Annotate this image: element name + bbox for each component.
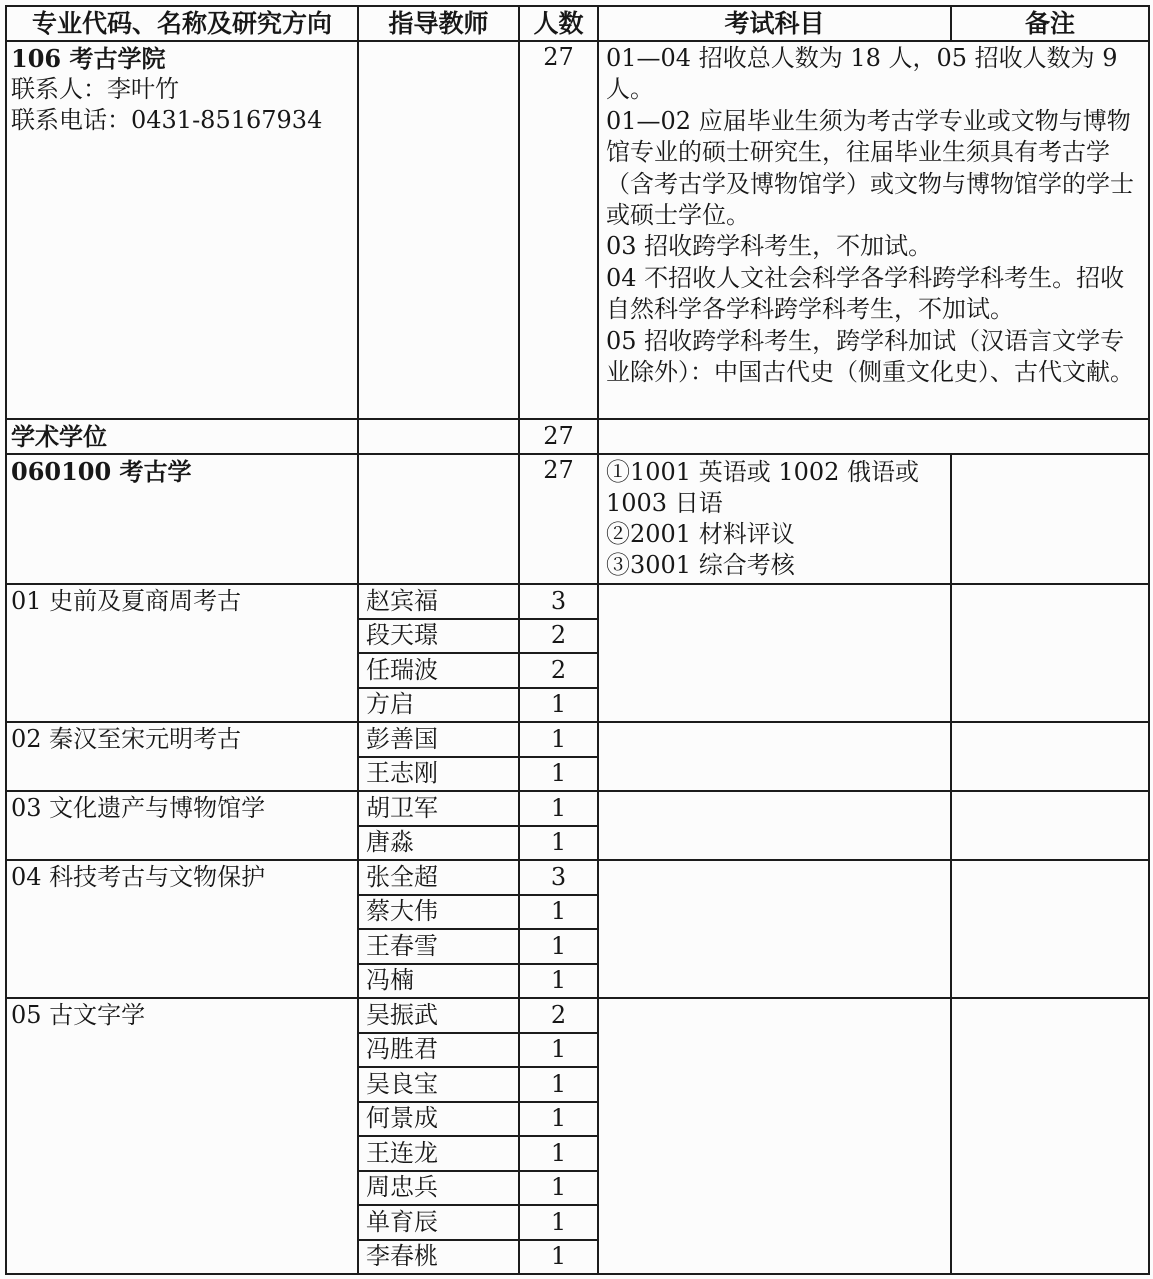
table-header-row <box>6 6 1149 41</box>
advisor-name: 赵宾福 <box>358 584 519 619</box>
advisor-count: 1 <box>519 1171 598 1206</box>
advisor-count: 1 <box>519 1205 598 1240</box>
degree-type-row <box>6 419 1149 454</box>
advisor-name: 冯楠 <box>358 964 519 999</box>
major-remark-cell-empty <box>951 454 1149 584</box>
advisor-name: 彭善国 <box>358 722 519 757</box>
major-advisor-cell-empty <box>358 454 519 584</box>
column-header-count: 人数 <box>519 6 598 41</box>
direction-02-name: 02 秦汉至宋元明考古 <box>6 722 358 791</box>
advisor-name: 王连龙 <box>358 1136 519 1171</box>
direction-03-remark-cell-empty <box>951 791 1149 860</box>
note-paragraph: 01—04 招收总人数为 18 人，05 招收人数为 9 人。 <box>606 44 1118 104</box>
advisor-row <box>6 860 1149 895</box>
advisor-name: 王志刚 <box>358 757 519 792</box>
direction-05-name: 05 古文字学 <box>6 998 358 1274</box>
major-row <box>6 454 1149 584</box>
advisor-count: 1 <box>519 1240 598 1275</box>
direction-02-remark-cell-empty <box>951 722 1149 791</box>
advisor-row <box>6 722 1149 757</box>
column-header-advisor: 指导教师 <box>358 6 519 41</box>
direction-02-exam-cell-empty <box>598 722 951 791</box>
major-exam-subjects-cell <box>598 454 951 584</box>
direction-03-exam-cell-empty <box>598 791 951 860</box>
column-header-program: 专业代码、名称及研究方向 <box>6 6 358 41</box>
column-header-remarks: 备注 <box>951 6 1149 41</box>
advisor-row <box>6 998 1149 1033</box>
advisor-row <box>6 791 1149 826</box>
advisor-name: 胡卫军 <box>358 791 519 826</box>
advisor-count: 1 <box>519 1136 598 1171</box>
advisor-count: 1 <box>519 1033 598 1068</box>
direction-04-exam-cell-empty <box>598 860 951 998</box>
note-paragraph: 03 招收跨学科考生，不加试。 <box>606 232 933 261</box>
advisor-name: 方启 <box>358 688 519 723</box>
advisor-count: 1 <box>519 895 598 930</box>
direction-04-remark-cell-empty <box>951 860 1149 998</box>
advisor-count: 1 <box>519 964 598 999</box>
advisor-count: 1 <box>519 688 598 723</box>
direction-05-exam-cell-empty <box>598 998 951 1274</box>
direction-04-name: 04 科技考古与文物保护 <box>6 860 358 998</box>
advisor-name: 周忠兵 <box>358 1171 519 1206</box>
advisor-row <box>6 584 1149 619</box>
advisor-name: 张全超 <box>358 860 519 895</box>
advisor-count: 1 <box>519 722 598 757</box>
advisor-count: 3 <box>519 860 598 895</box>
advisor-name: 冯胜君 <box>358 1033 519 1068</box>
college-notes-cell <box>598 41 1149 419</box>
major-code-name: 060100 考古学 <box>6 454 358 584</box>
college-count: 27 <box>519 41 598 419</box>
column-header-exam-subjects: 考试科目 <box>598 6 951 41</box>
exam-subject: ①1001 英语或 1002 俄语或 1003 日语 <box>606 458 920 517</box>
advisor-count: 2 <box>519 619 598 654</box>
exam-subject: ②2001 材料评议 <box>606 520 795 548</box>
college-code-name: 106 考古学院 <box>11 44 166 73</box>
advisor-count: 1 <box>519 757 598 792</box>
direction-05-remark-cell-empty <box>951 998 1149 1274</box>
note-paragraph: 05 招收跨学科考生，跨学科加试（汉语言文学专业除外）：中国古代史（侧重文化史）、古代文献。 <box>606 326 1134 387</box>
note-paragraph: 01—02 应届毕业生须为考古学专业或文物与博物馆专业的硕士研究生，往届毕业生须具有考古学（含考古学及博物馆学）或文物与博物馆学的学士或硕士学位。 <box>606 106 1134 230</box>
admissions-table <box>5 5 1150 1275</box>
degree-exam-remark-cell-empty <box>598 419 1149 454</box>
college-row <box>6 41 1149 419</box>
direction-01-exam-cell-empty <box>598 584 951 722</box>
college-info-cell <box>6 41 358 419</box>
advisor-count: 2 <box>519 653 598 688</box>
advisor-name: 吴振武 <box>358 998 519 1033</box>
advisor-name: 何景成 <box>358 1102 519 1137</box>
advisor-count: 1 <box>519 1102 598 1137</box>
advisor-count: 2 <box>519 998 598 1033</box>
advisor-name: 任瑞波 <box>358 653 519 688</box>
advisor-name: 段天璟 <box>358 619 519 654</box>
degree-advisor-cell-empty <box>358 419 519 454</box>
advisor-name: 王春雪 <box>358 929 519 964</box>
advisor-name: 单育辰 <box>358 1205 519 1240</box>
exam-subject: ③3001 综合考核 <box>606 551 795 579</box>
advisor-count: 1 <box>519 826 598 861</box>
direction-01-remark-cell-empty <box>951 584 1149 722</box>
college-contact: 联系人：李叶竹 <box>11 75 179 103</box>
advisor-name: 李春桃 <box>358 1240 519 1275</box>
note-paragraph: 04 不招收人文社会科学各学科跨学科考生。招收自然科学各学科跨学科考生，不加试。 <box>606 263 1125 324</box>
degree-count: 27 <box>519 419 598 454</box>
advisor-count: 1 <box>519 1067 598 1102</box>
college-advisor-cell-empty <box>358 41 519 419</box>
direction-03-name: 03 文化遗产与博物馆学 <box>6 791 358 860</box>
college-phone: 联系电话：0431-85167934 <box>11 106 323 134</box>
major-count: 27 <box>519 454 598 584</box>
advisor-count: 3 <box>519 584 598 619</box>
advisor-count: 1 <box>519 929 598 964</box>
advisor-name: 唐淼 <box>358 826 519 861</box>
advisor-name: 吴良宝 <box>358 1067 519 1102</box>
advisor-count: 1 <box>519 791 598 826</box>
advisor-name: 蔡大伟 <box>358 895 519 930</box>
degree-type-label: 学术学位 <box>6 419 358 454</box>
direction-01-name: 01 史前及夏商周考古 <box>6 584 358 722</box>
